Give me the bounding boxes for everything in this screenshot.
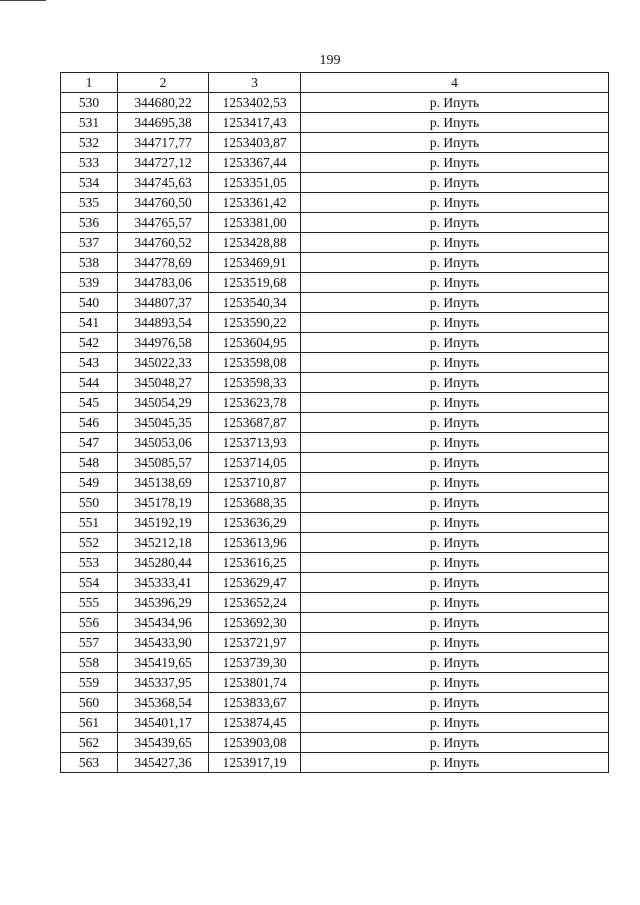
table-row <box>61 93 609 113</box>
cell-x: 344680,22 <box>118 93 209 113</box>
cell-x: 345427,36 <box>118 753 209 773</box>
cell-number: 545 <box>61 393 118 413</box>
table-row <box>61 213 609 233</box>
cell-x: 344745,63 <box>118 173 209 193</box>
cell-y: 1253613,96 <box>209 533 301 553</box>
cell-y: 1253629,47 <box>209 573 301 593</box>
cell-x: 345054,29 <box>118 393 209 413</box>
table-row <box>61 653 609 673</box>
cell-number: 542 <box>61 333 118 353</box>
cell-y: 1253367,44 <box>209 153 301 173</box>
cell-y: 1253903,08 <box>209 733 301 753</box>
cell-number: 543 <box>61 353 118 373</box>
cell-number: 555 <box>61 593 118 613</box>
cell-y: 1253598,08 <box>209 353 301 373</box>
table-row <box>61 633 609 653</box>
cell-y: 1253604,95 <box>209 333 301 353</box>
cell-number: 530 <box>61 93 118 113</box>
cell-description: р. Ипуть <box>301 493 609 513</box>
cell-y: 1253874,45 <box>209 713 301 733</box>
cell-number: 547 <box>61 433 118 453</box>
cell-number: 538 <box>61 253 118 273</box>
table-row <box>61 113 609 133</box>
cell-x: 345053,06 <box>118 433 209 453</box>
cell-number: 558 <box>61 653 118 673</box>
cell-x: 344727,12 <box>118 153 209 173</box>
cell-y: 1253739,30 <box>209 653 301 673</box>
cell-description: р. Ипуть <box>301 373 609 393</box>
corner-rule <box>0 0 46 1</box>
cell-description: р. Ипуть <box>301 253 609 273</box>
column-header-y: 3 <box>209 73 301 93</box>
cell-description: р. Ипуть <box>301 193 609 213</box>
coordinates-table <box>60 72 609 773</box>
cell-x: 344760,50 <box>118 193 209 213</box>
cell-y: 1253692,30 <box>209 613 301 633</box>
cell-description: р. Ипуть <box>301 453 609 473</box>
cell-y: 1253721,97 <box>209 633 301 653</box>
cell-y: 1253403,87 <box>209 133 301 153</box>
cell-number: 533 <box>61 153 118 173</box>
cell-y: 1253713,93 <box>209 433 301 453</box>
cell-x: 345401,17 <box>118 713 209 733</box>
table-row <box>61 553 609 573</box>
table-row <box>61 753 609 773</box>
cell-x: 345337,95 <box>118 673 209 693</box>
cell-x: 345419,65 <box>118 653 209 673</box>
cell-x: 345439,65 <box>118 733 209 753</box>
cell-number: 544 <box>61 373 118 393</box>
table-row <box>61 253 609 273</box>
table-row <box>61 473 609 493</box>
cell-y: 1253540,34 <box>209 293 301 313</box>
cell-description: р. Ипуть <box>301 133 609 153</box>
cell-description: р. Ипуть <box>301 433 609 453</box>
cell-number: 562 <box>61 733 118 753</box>
cell-number: 563 <box>61 753 118 773</box>
table-row <box>61 133 609 153</box>
cell-y: 1253361,42 <box>209 193 301 213</box>
table-row <box>61 373 609 393</box>
cell-y: 1253402,53 <box>209 93 301 113</box>
table-row <box>61 413 609 433</box>
table-row <box>61 533 609 553</box>
cell-x: 345433,90 <box>118 633 209 653</box>
cell-description: р. Ипуть <box>301 153 609 173</box>
cell-number: 549 <box>61 473 118 493</box>
cell-y: 1253598,33 <box>209 373 301 393</box>
cell-number: 531 <box>61 113 118 133</box>
cell-number: 548 <box>61 453 118 473</box>
column-header-number: 1 <box>61 73 118 93</box>
column-header-x: 2 <box>118 73 209 93</box>
table-row <box>61 393 609 413</box>
table-row <box>61 173 609 193</box>
cell-y: 1253714,05 <box>209 453 301 473</box>
cell-number: 546 <box>61 413 118 433</box>
cell-y: 1253652,24 <box>209 593 301 613</box>
cell-description: р. Ипуть <box>301 333 609 353</box>
cell-x: 345045,35 <box>118 413 209 433</box>
cell-description: р. Ипуть <box>301 473 609 493</box>
cell-y: 1253710,87 <box>209 473 301 493</box>
cell-y: 1253688,35 <box>209 493 301 513</box>
table-row <box>61 333 609 353</box>
cell-y: 1253469,91 <box>209 253 301 273</box>
cell-number: 557 <box>61 633 118 653</box>
table-row <box>61 693 609 713</box>
cell-y: 1253590,22 <box>209 313 301 333</box>
cell-description: р. Ипуть <box>301 233 609 253</box>
cell-y: 1253636,29 <box>209 513 301 533</box>
cell-x: 345212,18 <box>118 533 209 553</box>
table-row <box>61 713 609 733</box>
cell-number: 552 <box>61 533 118 553</box>
cell-number: 537 <box>61 233 118 253</box>
cell-x: 344695,38 <box>118 113 209 133</box>
cell-number: 561 <box>61 713 118 733</box>
cell-number: 541 <box>61 313 118 333</box>
cell-description: р. Ипуть <box>301 533 609 553</box>
header-row <box>61 73 609 93</box>
cell-x: 345368,54 <box>118 693 209 713</box>
table-row <box>61 453 609 473</box>
cell-x: 344783,06 <box>118 273 209 293</box>
cell-x: 344760,52 <box>118 233 209 253</box>
cell-x: 344778,69 <box>118 253 209 273</box>
cell-description: р. Ипуть <box>301 613 609 633</box>
cell-number: 556 <box>61 613 118 633</box>
table-row <box>61 153 609 173</box>
cell-x: 344807,37 <box>118 293 209 313</box>
table-row <box>61 433 609 453</box>
cell-description: р. Ипуть <box>301 733 609 753</box>
cell-description: р. Ипуть <box>301 313 609 333</box>
cell-y: 1253616,25 <box>209 553 301 573</box>
table-header <box>61 73 609 93</box>
cell-description: р. Ипуть <box>301 213 609 233</box>
cell-x: 345396,29 <box>118 593 209 613</box>
cell-description: р. Ипуть <box>301 293 609 313</box>
cell-description: р. Ипуть <box>301 393 609 413</box>
cell-description: р. Ипуть <box>301 173 609 193</box>
cell-x: 345178,19 <box>118 493 209 513</box>
cell-number: 539 <box>61 273 118 293</box>
column-header-description: 4 <box>301 73 609 93</box>
cell-description: р. Ипуть <box>301 633 609 653</box>
cell-description: р. Ипуть <box>301 113 609 133</box>
cell-description: р. Ипуть <box>301 93 609 113</box>
cell-description: р. Ипуть <box>301 693 609 713</box>
cell-description: р. Ипуть <box>301 713 609 733</box>
cell-number: 540 <box>61 293 118 313</box>
cell-y: 1253833,67 <box>209 693 301 713</box>
cell-number: 536 <box>61 213 118 233</box>
cell-number: 553 <box>61 553 118 573</box>
cell-description: р. Ипуть <box>301 553 609 573</box>
table-row <box>61 513 609 533</box>
cell-number: 554 <box>61 573 118 593</box>
cell-description: р. Ипуть <box>301 513 609 533</box>
table-row <box>61 493 609 513</box>
table-row <box>61 613 609 633</box>
page-number: 199 <box>319 53 341 68</box>
cell-description: р. Ипуть <box>301 353 609 373</box>
cell-x: 344765,57 <box>118 213 209 233</box>
cell-number: 535 <box>61 193 118 213</box>
cell-x: 345280,44 <box>118 553 209 573</box>
cell-y: 1253519,68 <box>209 273 301 293</box>
cell-x: 345434,96 <box>118 613 209 633</box>
table-row <box>61 573 609 593</box>
cell-number: 532 <box>61 133 118 153</box>
table-row <box>61 673 609 693</box>
cell-x: 345333,41 <box>118 573 209 593</box>
cell-y: 1253687,87 <box>209 413 301 433</box>
cell-description: р. Ипуть <box>301 673 609 693</box>
cell-y: 1253917,19 <box>209 753 301 773</box>
table-row <box>61 193 609 213</box>
cell-description: р. Ипуть <box>301 753 609 773</box>
cell-number: 534 <box>61 173 118 193</box>
table-row <box>61 733 609 753</box>
cell-x: 344893,54 <box>118 313 209 333</box>
cell-y: 1253381,00 <box>209 213 301 233</box>
table-row <box>61 593 609 613</box>
cell-number: 551 <box>61 513 118 533</box>
cell-y: 1253351,05 <box>209 173 301 193</box>
cell-y: 1253428,88 <box>209 233 301 253</box>
table-row <box>61 273 609 293</box>
table-row <box>61 233 609 253</box>
cell-description: р. Ипуть <box>301 593 609 613</box>
cell-x: 345022,33 <box>118 353 209 373</box>
cell-x: 344976,58 <box>118 333 209 353</box>
cell-description: р. Ипуть <box>301 273 609 293</box>
table-row <box>61 293 609 313</box>
cell-number: 550 <box>61 493 118 513</box>
table-row <box>61 313 609 333</box>
cell-x: 345048,27 <box>118 373 209 393</box>
cell-number: 560 <box>61 693 118 713</box>
cell-x: 344717,77 <box>118 133 209 153</box>
table-row <box>61 353 609 373</box>
cell-x: 345192,19 <box>118 513 209 533</box>
cell-description: р. Ипуть <box>301 653 609 673</box>
table-body <box>61 93 609 773</box>
cell-y: 1253801,74 <box>209 673 301 693</box>
cell-x: 345138,69 <box>118 473 209 493</box>
cell-x: 345085,57 <box>118 453 209 473</box>
cell-number: 559 <box>61 673 118 693</box>
cell-y: 1253623,78 <box>209 393 301 413</box>
cell-description: р. Ипуть <box>301 573 609 593</box>
cell-y: 1253417,43 <box>209 113 301 133</box>
cell-description: р. Ипуть <box>301 413 609 433</box>
